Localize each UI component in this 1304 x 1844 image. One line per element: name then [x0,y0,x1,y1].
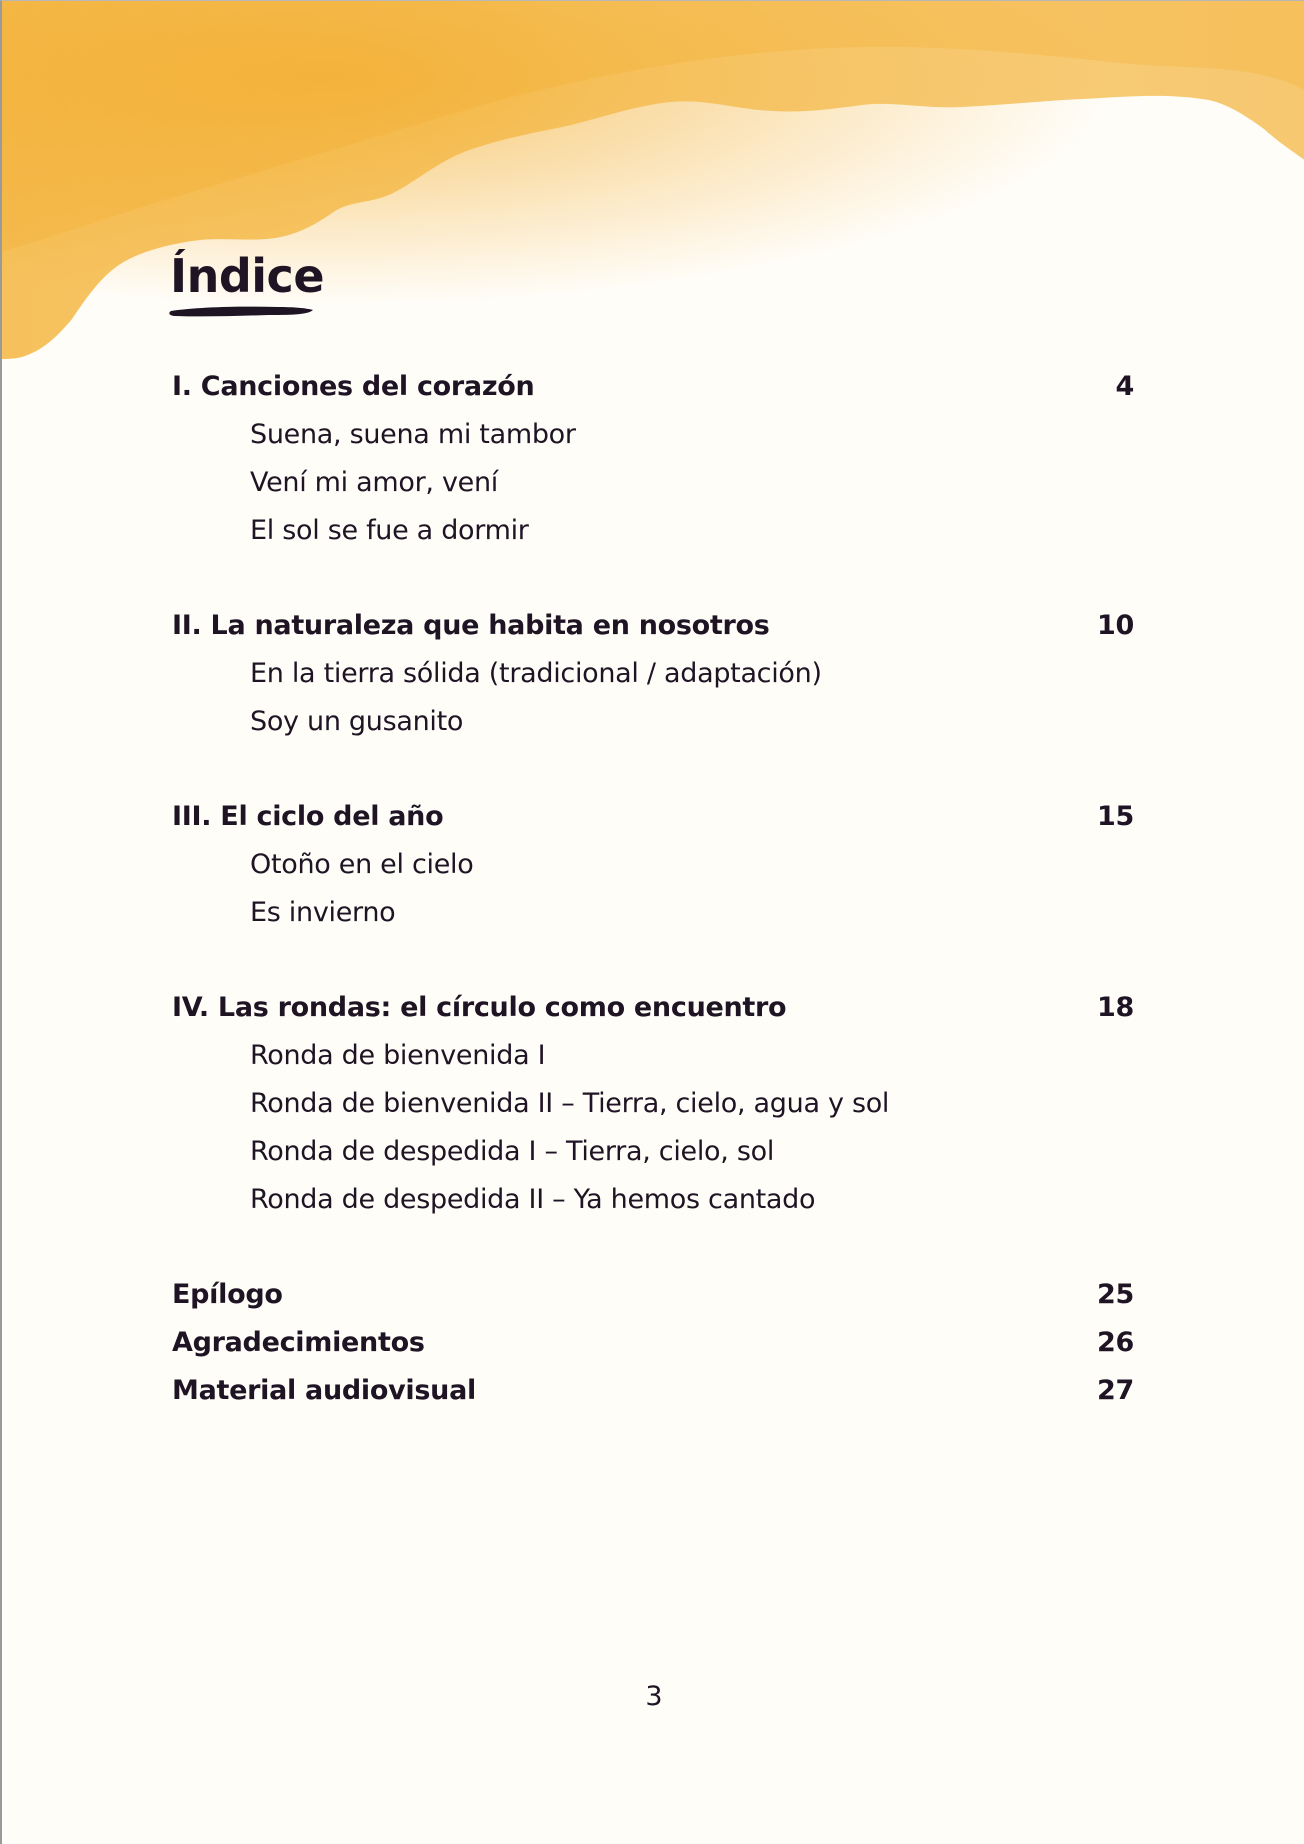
toc-page-number: 18 [1097,992,1134,1023]
toc-entry[interactable]: Ronda de bienvenida II – Tierra, cielo, agua y sol [250,1088,890,1119]
toc-entry[interactable]: Es invierno [250,897,396,928]
toc-entry[interactable]: Ronda de despedida II – Ya hemos cantado [250,1184,816,1215]
toc-page-number: 26 [1097,1327,1134,1358]
toc-page-number: 25 [1097,1279,1134,1310]
page-title: Índice [170,249,325,303]
toc-entry[interactable]: En la tierra sólida (tradicional / adaptación) [250,658,822,689]
toc-section [172,363,1134,555]
watercolor-wash [2,1,1304,381]
toc-heading-label: I. Canciones del corazón [172,371,535,402]
toc-heading-label: Agradecimientos [172,1327,425,1358]
toc-page-number: 15 [1097,801,1134,832]
toc-section-heading[interactable] [172,984,1134,1032]
table-of-contents [172,363,1134,1415]
toc-section [172,793,1134,937]
title-underline-brushstroke [168,301,316,319]
toc-heading-label: Material audiovisual [172,1375,476,1406]
toc-heading-label: II. La naturaleza que habita en nosotros [172,610,770,641]
toc-section-heading[interactable] [172,363,1134,411]
toc-entry[interactable]: Ronda de despedida I – Tierra, cielo, sol [250,1136,775,1167]
toc-entry[interactable]: Soy un gusanito [250,706,464,737]
toc-heading-label: Epílogo [172,1279,283,1310]
toc-heading-label: III. El ciclo del año [172,801,444,832]
toc-section-heading[interactable] [172,793,1134,841]
page-number-footer: 3 [645,1681,663,1712]
toc-section [172,984,1134,1224]
toc-heading-label: IV. Las rondas: el círculo como encuentro [172,992,787,1023]
toc-section [172,602,1134,746]
toc-section-heading[interactable] [172,602,1134,650]
toc-entry[interactable]: Vení mi amor, vení [250,467,499,498]
toc-backmatter [172,1271,1134,1415]
toc-entry[interactable]: Suena, suena mi tambor [250,419,576,450]
toc-page-number: 10 [1097,610,1134,641]
toc-backmatter-entry[interactable] [172,1367,1134,1415]
toc-entry[interactable]: Ronda de bienvenida I [250,1040,546,1071]
toc-backmatter-entry[interactable] [172,1319,1134,1367]
toc-page-number: 27 [1097,1375,1134,1406]
toc-page-number: 4 [1115,371,1134,402]
toc-entry[interactable]: Otoño en el cielo [250,849,474,880]
toc-entry[interactable]: El sol se fue a dormir [250,515,529,546]
toc-backmatter-entry[interactable] [172,1271,1134,1319]
